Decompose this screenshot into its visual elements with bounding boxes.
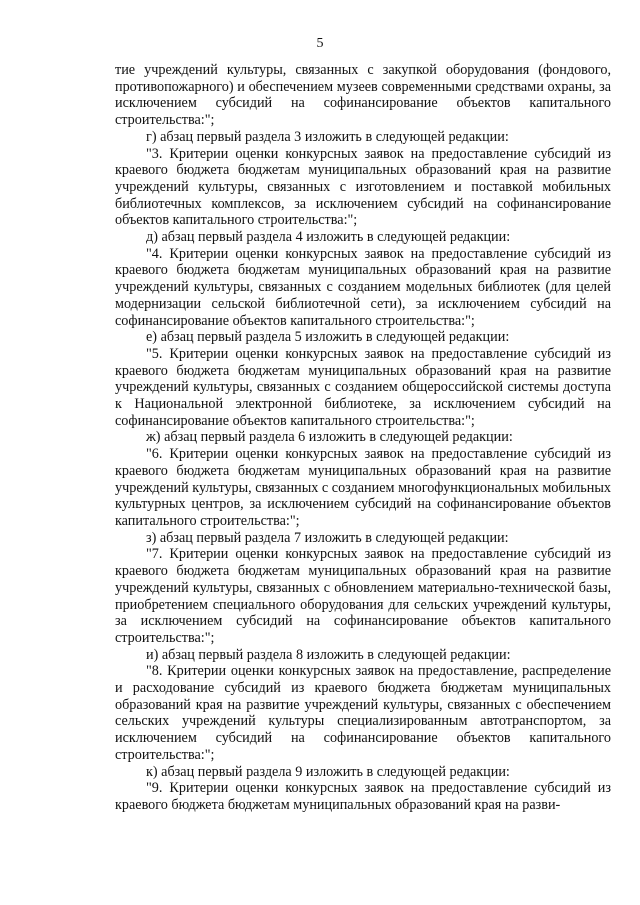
paragraph: "3. Критерии оценки конкурсных заявок на предоставление субсидий из краевого бюджета бюджетам муниципальных образований края на развитие учреждений культуры, связанных с изготовлением и поставкой мобильных библиотечных комплексов, за исключением субсидий на софинансирование объектов капитального строительства:"; (115, 145, 611, 229)
paragraph: г) абзац первый раздела 3 изложить в следующей редакции: (146, 128, 509, 145)
paragraph: тие учреждений культуры, связанных с закупкой оборудования (фондового, противопожарного) и обеспечением музеев современными средствами охраны, за исключением субсидий на софинансирование объектов капитального строительства:"; (115, 62, 611, 129)
paragraph: "9. Критерии оценки конкурсных заявок на предоставление субсидий из краевого бюджета бюджетам муниципальных образований края на разви- (115, 780, 611, 813)
paragraph: "5. Критерии оценки конкурсных заявок на предоставление субсидий из краевого бюджета бюджетам муниципальных образований края на развитие учреждений культуры, связанных с созданием общероссийской системы доступа к Национальной электронной библиотеке, за исключением субсидий на софинансирование объектов капитального строительства:"; (115, 345, 611, 429)
paragraph: к) абзац первый раздела 9 изложить в следующей редакции: (146, 763, 510, 780)
paragraph: "4. Критерии оценки конкурсных заявок на предоставление субсидий из краевого бюджета бюджетам муниципальных образований края на развитие учреждений культуры, связанных с созданием модельных библиотек (для целей модернизации сельской библиотечной сети), за исключением субсидий на софинансирование объектов капитального строительства:"; (115, 245, 611, 329)
paragraph: "6. Критерии оценки конкурсных заявок на предоставление субсидий из краевого бюджета бюджетам муниципальных образований края на развитие учреждений культуры, связанных с созданием многофункциональных мобильных культурных центров, за исключением субсидий на софинансирование объектов капитального строительства:"; (115, 446, 611, 529)
document-body (115, 62, 611, 814)
page-number: 5 (316, 36, 324, 51)
paragraph: "7. Критерии оценки конкурсных заявок на предоставление субсидий из краевого бюджета бюджетам муниципальных образований края на развитие учреждений культуры, связанных с обновлением материально-технической базы, приобретением специального оборудования для сельских учреждений культуры, за исключением субсидий на софинансирование объектов капитального строительства:"; (115, 546, 611, 646)
paragraph: з) абзац первый раздела 7 изложить в следующей редакции: (146, 529, 509, 546)
paragraph: д) абзац первый раздела 4 изложить в следующей редакции: (146, 229, 511, 246)
paragraph: "8. Критерии оценки конкурсных заявок на предоставление, распределение и расходование субсидий из краевого бюджета бюджетам муниципальных образований края на развитие учреждений культуры, связанных с обеспечением сельских учреждений культуры специализированным автотранспортом, за исключением субсидий на софинансирование объектов капитального строительства:"; (115, 663, 611, 763)
paragraph: и) абзац первый раздела 8 изложить в следующей редакции: (146, 646, 511, 663)
paragraph: ж) абзац первый раздела 6 изложить в следующей редакции: (146, 429, 513, 446)
paragraph: е) абзац первый раздела 5 изложить в следующей редакции: (146, 329, 510, 346)
